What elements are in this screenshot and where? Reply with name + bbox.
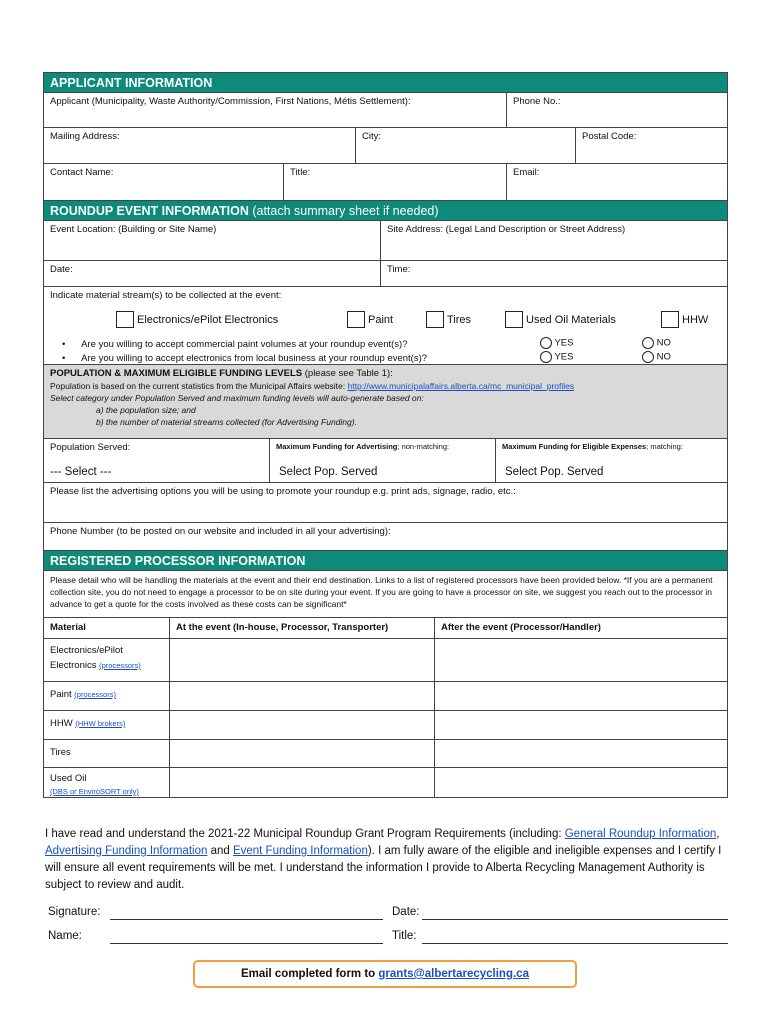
population-line2: Select category under Population Served and maximum funding levels will auto-generate based on:	[50, 393, 424, 403]
contact-name-field[interactable]	[44, 164, 283, 200]
population-select[interactable]: --- Select ---	[50, 466, 112, 478]
time-field[interactable]	[380, 261, 727, 286]
declaration-text	[45, 826, 725, 894]
radio-label: NO	[656, 337, 671, 349]
radio-circle[interactable]	[642, 351, 654, 363]
question-commercial-paint: • Are you willing to accept commercial paint volumes at your roundup event(s)?	[62, 339, 408, 350]
checkbox-used-oil[interactable]	[505, 311, 616, 328]
checkbox-box[interactable]	[347, 311, 365, 328]
advertising-options-label: Please list the advertising options you will be using to promote your roundup e.g. print ads, signage, radio, etc.:	[50, 486, 516, 497]
grants-email-link[interactable]: grants@albertarecycling.ca	[378, 968, 529, 980]
signature-line[interactable]	[110, 919, 383, 920]
advertising-funding-value: Select Pop. Served	[279, 466, 378, 478]
radio-paint-no[interactable]	[642, 337, 671, 349]
general-roundup-link[interactable]: General Roundup Information	[564, 828, 717, 840]
radio-label: YES	[554, 351, 574, 363]
col-at-event: At the event (In-house, Processor, Transporter)	[169, 618, 434, 638]
processor-intro: Please detail who will be handling the materials at the event and their end destination. Links to a list of registered processors have been provided below. *If you are a permanent collection site, you do not need to engage a processor to be on site during your event. If you are going to have a processor on site, we suggest you reach out to the processor in advance to get a quote for the costs involved as these costs can be significant*	[50, 575, 713, 609]
event-location-field[interactable]	[44, 221, 380, 260]
event-header-sub: (attach summary sheet if needed)	[252, 204, 439, 218]
postal-label: Postal Code:	[582, 131, 637, 142]
dbs-envirosort-link[interactable]: (DBS or EnviroSORT only)	[50, 787, 139, 796]
email-label: Email:	[513, 167, 540, 178]
at-event-cell[interactable]	[169, 639, 434, 681]
title-label: Title:	[290, 167, 311, 178]
checkbox-electronics[interactable]	[116, 311, 278, 328]
adv-funding-rest: ; non-matching:	[397, 442, 450, 451]
declaration-sep: and	[207, 845, 233, 857]
applicant-field[interactable]	[44, 93, 506, 127]
radio-paint-yes[interactable]	[540, 337, 573, 349]
checkbox-label: Paint	[368, 313, 394, 326]
municipal-affairs-link[interactable]: http://www.municipalaffairs.alberta.ca/mc_municipal_profiles	[347, 381, 575, 391]
date-label: Date:	[50, 264, 73, 275]
mailing-address-field[interactable]	[44, 128, 355, 163]
site-address-field[interactable]	[380, 221, 727, 260]
question-text: Are you willing to accept commercial paint volumes at your roundup event(s)?	[81, 339, 408, 350]
after-event-cell[interactable]	[434, 682, 727, 710]
contact-label: Contact Name:	[50, 167, 114, 178]
checkbox-box[interactable]	[505, 311, 523, 328]
material-name: Paint	[50, 689, 72, 700]
title-field[interactable]	[283, 164, 506, 200]
radio-circle[interactable]	[540, 351, 552, 363]
material-name: HHW	[50, 718, 73, 729]
phone-field[interactable]	[506, 93, 727, 127]
email-field[interactable]	[506, 164, 727, 200]
phone-label: Phone No.:	[513, 96, 561, 107]
radio-label: YES	[554, 337, 574, 349]
event-section-header	[44, 200, 727, 220]
mailing-label: Mailing Address:	[50, 131, 120, 142]
public-phone-field[interactable]	[44, 523, 727, 550]
event-location-label: Event Location: (Building or Site Name)	[50, 224, 217, 235]
radio-label: NO	[656, 351, 671, 363]
advertising-funding-link[interactable]: Advertising Funding Information	[45, 845, 208, 857]
email-text: Email completed form to	[241, 968, 379, 980]
signature-label: Signature:	[48, 906, 101, 918]
processor-section-header: REGISTERED PROCESSOR INFORMATION	[44, 550, 727, 570]
after-event-cell[interactable]	[434, 768, 727, 797]
advertising-options-field[interactable]	[44, 483, 727, 522]
population-item-a: a) the population size; and	[96, 405, 196, 415]
population-title-rest: (please see Table 1):	[304, 368, 393, 379]
population-line1: Population is based on the current statistics from the Municipal Affairs website:	[50, 381, 346, 391]
material-streams-label: Indicate material stream(s) to be collected at the event:	[50, 290, 282, 301]
after-event-cell[interactable]	[434, 740, 727, 767]
table-row	[44, 710, 727, 739]
checkbox-box[interactable]	[116, 311, 134, 328]
radio-electronics-yes[interactable]	[540, 351, 573, 363]
radio-circle[interactable]	[642, 337, 654, 349]
checkbox-paint[interactable]	[347, 311, 393, 328]
event-header-title: ROUNDUP EVENT INFORMATION	[50, 204, 249, 218]
city-field[interactable]	[355, 128, 575, 163]
adv-funding-label: Maximum Funding for Advertising	[276, 442, 398, 451]
population-item-b: b) the number of material streams collected (for Advertising Funding).	[96, 417, 357, 427]
col-material: Material	[50, 622, 86, 633]
question-local-electronics: • Are you willing to accept electronics from local business at your roundup event(s)?	[62, 353, 428, 364]
advertising-funding-field	[269, 439, 495, 482]
after-event-cell[interactable]	[434, 639, 727, 681]
sign-date-line[interactable]	[422, 919, 728, 920]
elig-funding-label: Maximum Funding for Eligible Expenses	[502, 442, 647, 451]
email-submit-box	[193, 960, 577, 988]
population-title: POPULATION & MAXIMUM ELIGIBLE FUNDING LEVELS	[50, 368, 303, 379]
eligible-funding-value: Select Pop. Served	[505, 466, 604, 478]
site-address-label: Site Address: (Legal Land Description or Street Address)	[387, 224, 626, 235]
at-event-cell[interactable]	[169, 740, 434, 767]
hhw-brokers-link[interactable]: (HHW brokers)	[75, 719, 126, 728]
material-name: Tires	[50, 747, 71, 758]
at-event-cell[interactable]	[169, 682, 434, 710]
population-served-field[interactable]	[44, 439, 269, 482]
sign-date-label: Date:	[392, 906, 420, 918]
applicant-section-header: APPLICANT INFORMATION	[44, 72, 727, 92]
material-name: Used Oil	[50, 773, 87, 784]
applicant-label: Applicant (Municipality, Waste Authority/Commission, First Nations, Métis Settlement):	[50, 96, 411, 107]
col-after-event: After the event (Processor/Handler)	[434, 618, 727, 638]
sign-title-line[interactable]	[422, 943, 728, 944]
checkbox-label: HHW	[682, 313, 709, 326]
date-field[interactable]	[44, 261, 380, 286]
city-label: City:	[362, 131, 381, 142]
question-text: Are you willing to accept electronics from local business at your roundup event(s)?	[81, 353, 428, 364]
name-line[interactable]	[110, 943, 383, 944]
radio-circle[interactable]	[540, 337, 552, 349]
processors-link[interactable]: (processors)	[99, 661, 141, 670]
radio-electronics-no[interactable]	[642, 351, 671, 363]
population-info-box	[44, 364, 727, 438]
application-form	[43, 72, 728, 798]
table-row	[44, 767, 727, 798]
declaration-sep: ,	[716, 828, 720, 840]
declaration-part: I have read and understand the 2021-22 Municipal Roundup Grant Program Requirements (including:	[45, 828, 565, 840]
checkbox-hhw[interactable]	[661, 311, 708, 328]
postal-code-field[interactable]	[575, 128, 727, 163]
checkbox-box[interactable]	[661, 311, 679, 328]
after-event-cell[interactable]	[434, 711, 727, 739]
declaration-part: ). I am fully aware of the eligible and ineligible expenses and I certify I will ensure all event requirements will be met. I understand the information I provide to Alberta Recycling Management Authority is subject to review and audit.	[45, 845, 722, 891]
checkbox-tires[interactable]	[426, 311, 471, 328]
checkbox-box[interactable]	[426, 311, 444, 328]
eligible-funding-field	[495, 439, 727, 482]
processors-link[interactable]: (processors)	[74, 690, 116, 699]
at-event-cell[interactable]	[169, 711, 434, 739]
checkbox-label: Electronics/ePilot Electronics	[137, 313, 279, 326]
table-row	[44, 681, 727, 710]
checkbox-label: Tires	[447, 313, 472, 326]
public-phone-label: Phone Number (to be posted on our website and included in all your advertising):	[50, 526, 391, 537]
table-row	[44, 638, 727, 681]
material-name: Electronics/ePilot Electronics	[50, 645, 123, 671]
population-served-label: Population Served:	[50, 442, 131, 453]
name-label: Name:	[48, 930, 82, 942]
time-label: Time:	[387, 264, 411, 275]
table-row	[44, 739, 727, 767]
elig-funding-rest: ; matching:	[646, 442, 683, 451]
sign-title-label: Title:	[392, 930, 417, 942]
at-event-cell[interactable]	[169, 768, 434, 797]
event-funding-link[interactable]: Event Funding Information	[232, 845, 368, 857]
checkbox-label: Used Oil Materials	[526, 313, 616, 326]
